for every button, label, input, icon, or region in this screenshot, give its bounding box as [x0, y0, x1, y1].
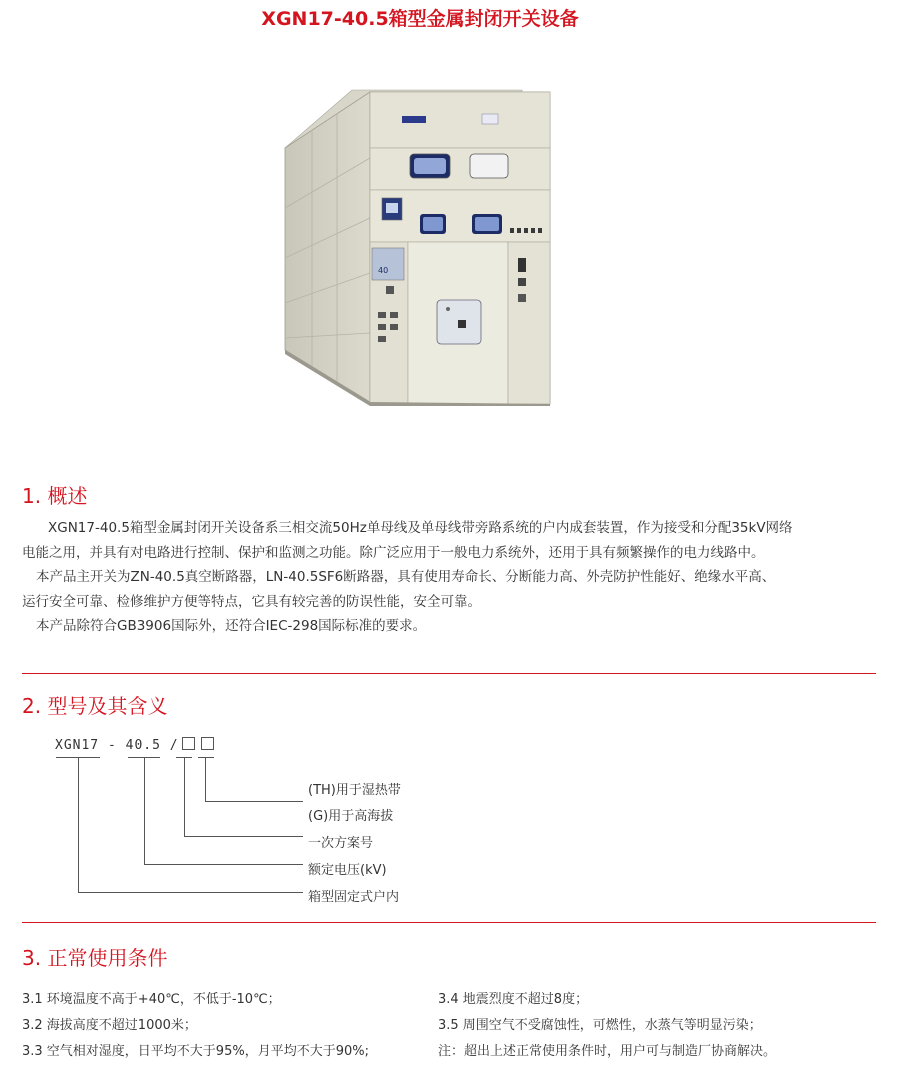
legend-item: (TH)用于湿热带: [308, 783, 401, 798]
legend-item: 额定电压(kV): [308, 863, 387, 878]
section-divider: [22, 922, 876, 923]
condition-item: 3.1 环境温度不高于+40℃，不低于-10℃；: [22, 992, 281, 1007]
panel-label: 40: [378, 266, 389, 275]
overview-paragraph: 电能之用，并具有对电路进行控制、保护和监测之功能。除广泛应用于一般电力系统外，还用于具有频繁操作的电力线路中。: [22, 544, 765, 561]
condition-item: 3.2 海拔高度不超过1000米；: [22, 1018, 197, 1033]
placeholder-box: [201, 737, 214, 750]
switchgear-cabinet-image: [282, 88, 572, 420]
overview-paragraph: 运行安全可靠、检修维护方便等特点，它具有较完善的防误性能，安全可靠。: [22, 593, 481, 610]
condition-note: 注：超出上述正常使用条件时，用户可与制造厂协商解决。: [438, 1044, 777, 1059]
legend-item: 一次方案号: [308, 836, 374, 851]
model-code: [55, 737, 217, 753]
leader-line: [184, 757, 185, 837]
condition-item: 3.5 周围空气不受腐蚀性，可燃性，水蒸气等明显污染；: [438, 1018, 762, 1033]
overview-paragraph: 本产品主开关为ZN-40.5真空断路器，LN-40.5SF6断路器，具有使用寿命长、分断能力高、外壳防护性能好、绝缘水平高、: [36, 569, 776, 585]
leader-line: [78, 757, 79, 893]
section-heading-overview: 1. 概述: [22, 484, 88, 508]
leader-line: [78, 892, 303, 893]
condition-item: 3.3 空气相对湿度，日平均不大于95%，月平均不大于90%;: [22, 1044, 369, 1059]
model-code-text: XGN17 - 40.5 /: [55, 738, 179, 753]
section-heading-model: 2. 型号及其含义: [22, 694, 168, 718]
overview-paragraph: 本产品除符合GB3906国际外，还符合IEC-298国际标准的要求。: [36, 618, 427, 634]
overview-text: [22, 516, 882, 639]
section-heading-conditions: 3. 正常使用条件: [22, 946, 168, 970]
legend-item: (G)用于高海拔: [308, 809, 394, 824]
leader-line: [205, 801, 303, 802]
leader-line: [144, 864, 303, 865]
page-title: XGN17-40.5箱型金属封闭开关设备: [261, 8, 579, 30]
placeholder-box: [182, 737, 195, 750]
section-divider: [22, 673, 876, 674]
model-underline: [198, 757, 214, 758]
leader-line: [184, 836, 303, 837]
condition-item: 3.4 地震烈度不超过8度；: [438, 992, 589, 1007]
legend-item: 箱型固定式户内: [308, 890, 400, 905]
leader-line: [144, 757, 145, 865]
leader-line: [205, 757, 206, 802]
overview-paragraph: XGN17-40.5箱型金属封闭开关设备系三相交流50Hz单母线及单母线带旁路系统的户内成套装置，作为接受和分配35kV网络: [48, 520, 793, 536]
